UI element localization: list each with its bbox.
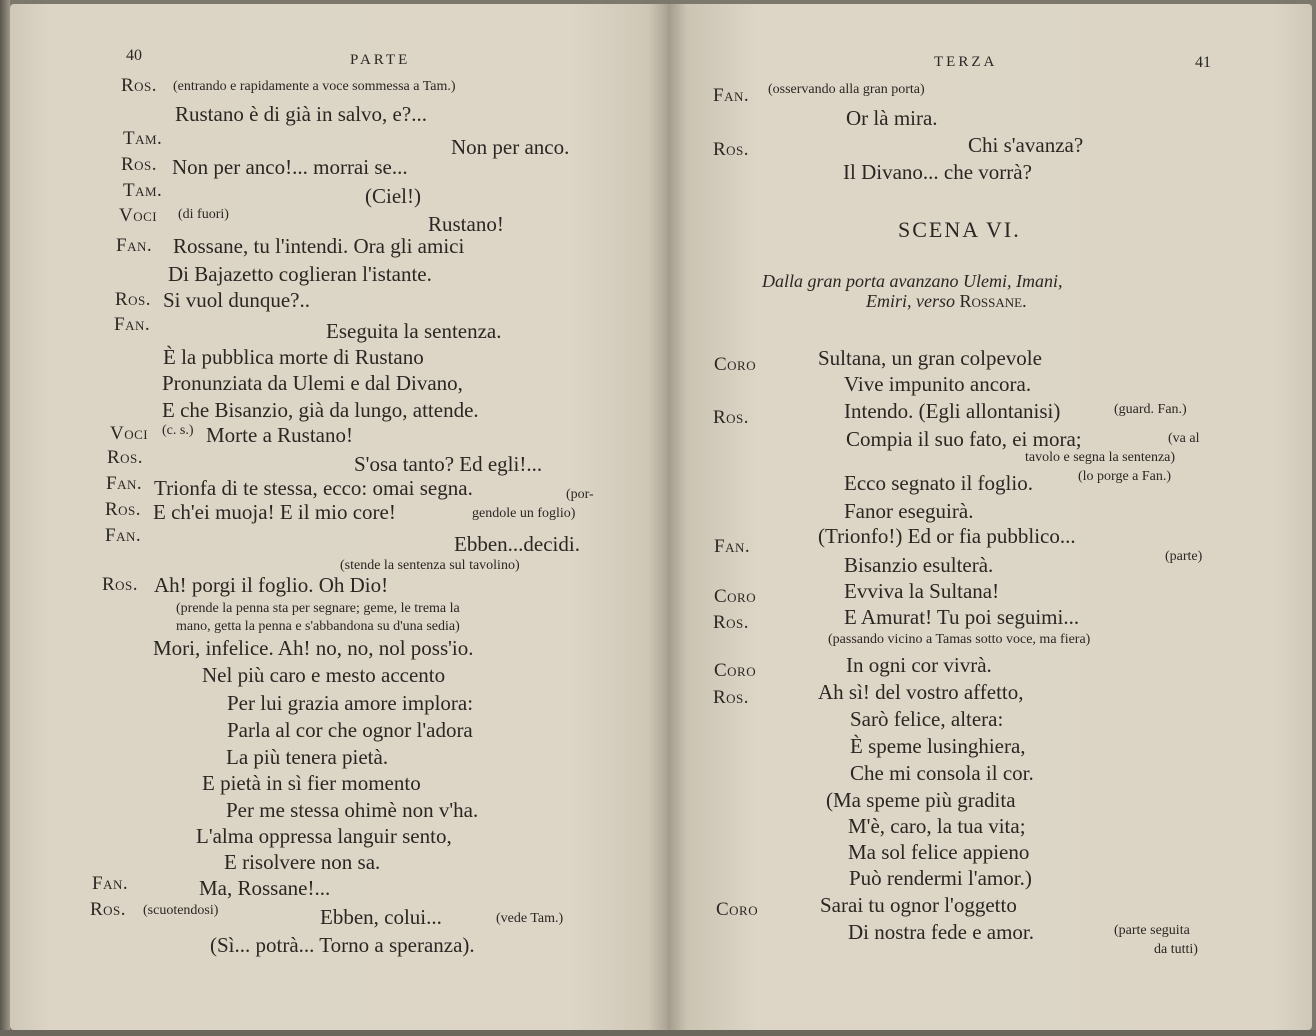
stage-direction: (entrando e rapidamente a voce sommessa a Tam.) bbox=[173, 79, 456, 94]
verse-line: Che mi consola il cor. bbox=[850, 761, 1034, 785]
speaker-label: Ros. bbox=[115, 289, 152, 310]
verse-line: E risolvere non sa. bbox=[224, 850, 381, 874]
stage-direction: (parte seguita bbox=[1114, 923, 1190, 938]
verse-line: La più tenera pietà. bbox=[226, 745, 389, 769]
verse-line: Ah sì! del vostro affetto, bbox=[818, 680, 1024, 704]
book-bottom-edge bbox=[0, 1030, 1316, 1036]
speaker-label: Ros. bbox=[107, 447, 144, 468]
verse-line: Pronunziata da Ulemi e dal Divano, bbox=[162, 371, 463, 395]
stage-direction: tavolo e segna la sentenza) bbox=[1025, 450, 1176, 465]
verse-line: Rossane, tu l'intendi. Ora gli amici bbox=[173, 234, 465, 258]
verse-line: Di Bajazetto coglieran l'istante. bbox=[168, 262, 432, 286]
verse-line: Non per anco!... morrai se... bbox=[172, 155, 408, 179]
verse-line: In ogni cor vivrà. bbox=[846, 653, 992, 677]
stage-direction: mano, getta la penna e s'abbandona su d'una sedia) bbox=[176, 619, 460, 634]
speaker-label: Fan. bbox=[714, 536, 751, 557]
verse-line: E che Bisanzio, già da lungo, attende. bbox=[162, 398, 479, 422]
stage-direction: (lo porge a Fan.) bbox=[1078, 469, 1172, 484]
verse-line: Sultana, un gran colpevole bbox=[818, 346, 1042, 370]
verse-line: È speme lusinghiera, bbox=[850, 734, 1026, 758]
verse-line: S'osa tanto? Ed egli!... bbox=[354, 452, 543, 476]
speaker-label: Ros. bbox=[713, 687, 750, 708]
book-spine-edge bbox=[0, 0, 10, 1036]
verse-line: L'alma oppressa languir sento, bbox=[196, 824, 452, 848]
stage-direction: (scuotendosi) bbox=[143, 903, 219, 918]
verse-line: Si vuol dunque?.. bbox=[163, 288, 310, 312]
verse-line: E Amurat! Tu poi seguimi... bbox=[844, 605, 1080, 629]
stage-direction: (osservando alla gran porta) bbox=[768, 82, 925, 97]
speaker-label: Coro bbox=[714, 354, 757, 375]
verse-line: Trionfa di te stessa, ecco: omai segna. bbox=[154, 476, 473, 500]
speaker-label: Coro bbox=[716, 899, 759, 920]
verse-line: Ma, Rossane!... bbox=[199, 876, 331, 900]
speaker-label: Ros. bbox=[105, 499, 142, 520]
stage-direction: (c. s.) bbox=[162, 423, 194, 438]
speaker-label: Tam. bbox=[123, 128, 163, 149]
speaker-label: Voci bbox=[110, 423, 149, 444]
page-number: 41 bbox=[1195, 54, 1211, 71]
verse-line: Ebben, colui... bbox=[320, 905, 442, 929]
verse-line: (Ciel!) bbox=[365, 184, 421, 208]
speaker-label: Fan. bbox=[106, 473, 143, 494]
verse-line: Rustano! bbox=[428, 212, 504, 236]
verse-line: (Trionfo!) Ed or fia pubblico... bbox=[818, 524, 1076, 548]
verse-line: Per lui grazia amore implora: bbox=[227, 691, 474, 715]
verse-line: Fanor eseguirà. bbox=[844, 499, 974, 523]
left-page bbox=[10, 4, 668, 1030]
page-number: 40 bbox=[126, 47, 142, 64]
verse-line: Vive impunito ancora. bbox=[844, 372, 1032, 396]
verse-line: E pietà in sì fier momento bbox=[202, 771, 421, 795]
stage-direction: (passando vicino a Tamas sotto voce, ma fiera) bbox=[828, 632, 1091, 647]
verse-line: Sarai tu ognor l'oggetto bbox=[820, 893, 1017, 917]
verse-line: (Ma speme più gradita bbox=[826, 788, 1016, 812]
stage-direction: gendole un foglio) bbox=[472, 506, 576, 521]
running-head: PARTE bbox=[350, 52, 411, 68]
stage-direction: (parte) bbox=[1165, 549, 1203, 564]
speaker-label: Ros. bbox=[713, 612, 750, 633]
running-head: TERZA bbox=[934, 54, 998, 70]
verse-line: Ecco segnato il foglio. bbox=[844, 471, 1033, 495]
speaker-label: Coro bbox=[714, 660, 757, 681]
scene-stage-direction: Dalla gran porta avanzano Ulemi, Imani, bbox=[762, 271, 1063, 291]
speaker-label: Ros. bbox=[90, 899, 127, 920]
stage-direction: (guard. Fan.) bbox=[1114, 402, 1187, 417]
scene-stage-direction: Emiri, verso Rossane. bbox=[866, 291, 1027, 311]
verse-line: Di nostra fede e amor. bbox=[848, 920, 1035, 944]
verse-line: Morte a Rustano! bbox=[206, 423, 353, 447]
verse-line: (Sì... potrà... Torno a speranza). bbox=[210, 933, 475, 957]
verse-line: M'è, caro, la tua vita; bbox=[848, 814, 1026, 838]
verse-line: Evviva la Sultana! bbox=[844, 579, 1000, 603]
speaker-label: Fan. bbox=[713, 85, 750, 106]
character-name: Rossane. bbox=[959, 291, 1027, 311]
stage-direction: da tutti) bbox=[1154, 942, 1198, 957]
verse-line: È la pubblica morte di Rustano bbox=[163, 345, 424, 369]
speaker-label: Ros. bbox=[713, 139, 750, 160]
speaker-label: Tam. bbox=[123, 180, 163, 201]
stage-direction: (vede Tam.) bbox=[496, 911, 564, 926]
verse-line: Mori, infelice. Ah! no, no, nol poss'io. bbox=[153, 636, 474, 660]
scene-title: SCENA VI. bbox=[898, 217, 1021, 242]
verse-line: Sarò felice, altera: bbox=[850, 707, 1004, 731]
verse-line: Bisanzio esulterà. bbox=[844, 553, 994, 577]
speaker-label: Ros. bbox=[121, 154, 158, 175]
verse-line: Per me stessa ohimè non v'ha. bbox=[226, 798, 479, 822]
speaker-label: Fan. bbox=[116, 235, 153, 256]
stage-direction: (por- bbox=[566, 487, 594, 502]
speaker-label: Ros. bbox=[121, 75, 158, 96]
verse-line: Ebben...decidi. bbox=[454, 532, 580, 556]
stage-direction: (va al bbox=[1168, 431, 1200, 446]
stage-direction: (prende la penna sta per segnare; geme, le trema la bbox=[176, 601, 460, 616]
verse-line: Compia il suo fato, ei mora; bbox=[846, 427, 1082, 451]
verse-line: Può rendermi l'amor.) bbox=[849, 866, 1032, 890]
verse-line: Or là mira. bbox=[846, 106, 938, 130]
speaker-label: Fan. bbox=[105, 525, 142, 546]
stage-direction: (di fuori) bbox=[178, 207, 229, 222]
stage-direction: (stende la sentenza sul tavolino) bbox=[340, 558, 520, 573]
verse-line: Ma sol felice appieno bbox=[848, 840, 1030, 864]
verse-line: Rustano è di già in salvo, e?... bbox=[175, 102, 427, 126]
verse-line: Il Divano... che vorrà? bbox=[843, 160, 1032, 184]
right-page bbox=[668, 4, 1312, 1030]
verse-line: Nel più caro e mesto accento bbox=[202, 663, 446, 687]
speaker-label: Fan. bbox=[114, 314, 151, 335]
verse-line: E ch'ei muoja! E il mio core! bbox=[153, 500, 396, 524]
verse-line: Intendo. (Egli allontanisi) bbox=[844, 399, 1061, 423]
verse-line: Chi s'avanza? bbox=[968, 133, 1084, 157]
speaker-label: Fan. bbox=[92, 873, 129, 894]
speaker-label: Voci bbox=[119, 205, 158, 226]
speaker-label: Ros. bbox=[102, 574, 139, 595]
speaker-label: Coro bbox=[714, 586, 757, 607]
verse-line: Eseguita la sentenza. bbox=[326, 319, 502, 343]
verse-line: Parla al cor che ognor l'adora bbox=[227, 718, 473, 742]
verse-line: Ah! porgi il foglio. Oh Dio! bbox=[154, 573, 389, 597]
speaker-label: Ros. bbox=[713, 407, 750, 428]
verse-line: Non per anco. bbox=[451, 135, 570, 159]
